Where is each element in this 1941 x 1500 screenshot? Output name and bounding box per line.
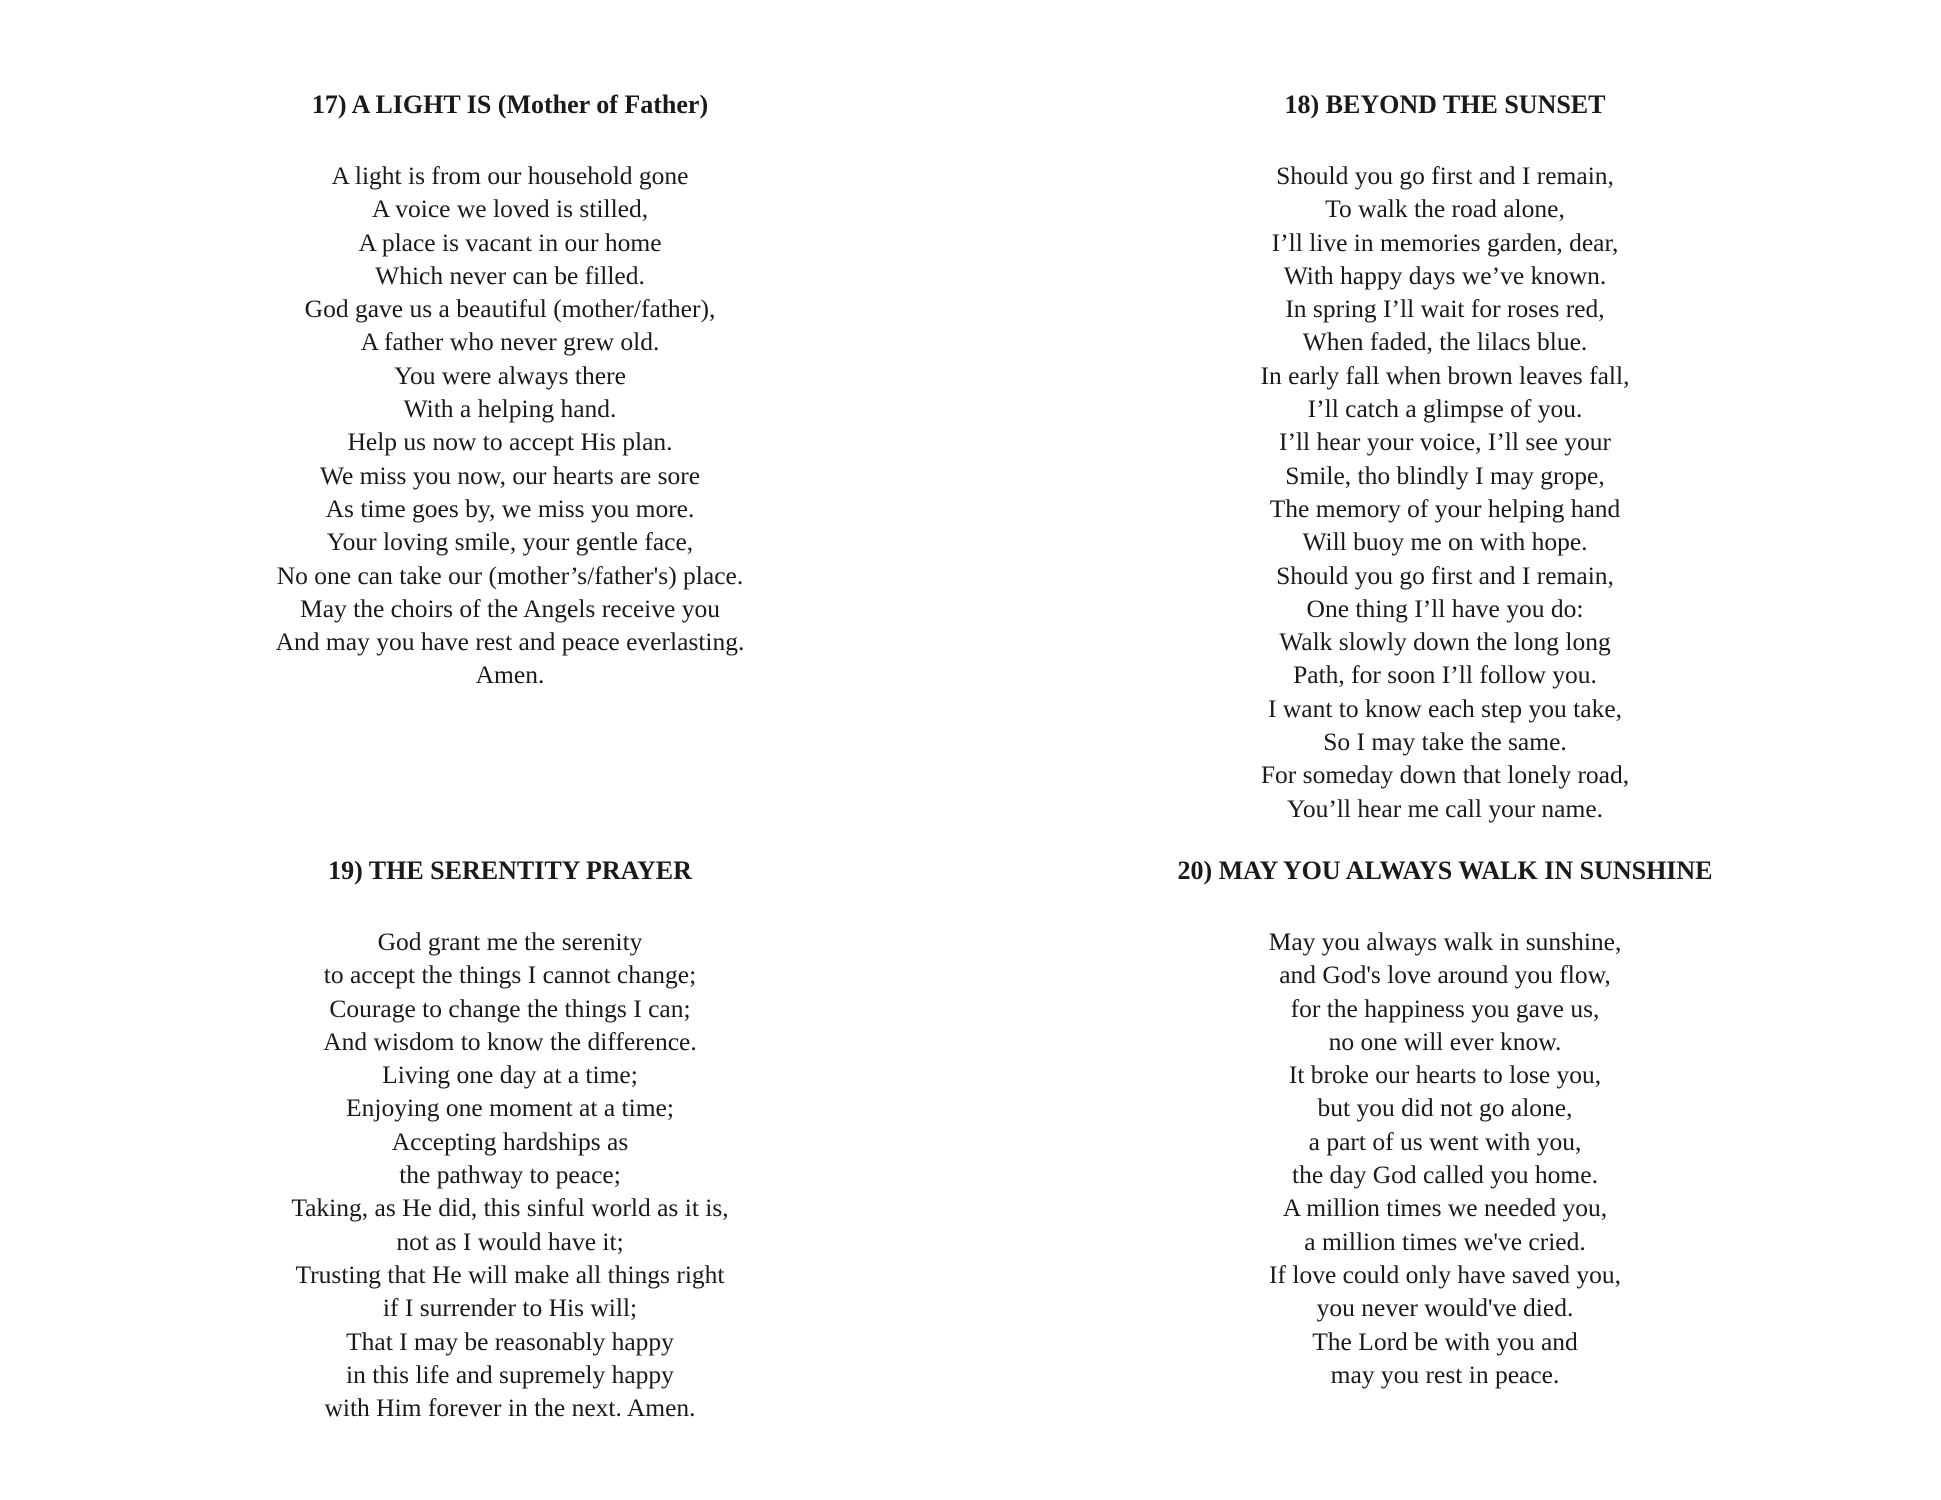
- poem-line: In early fall when brown leaves fall,: [1260, 360, 1630, 390]
- poem-line: for the happiness you gave us,: [1290, 993, 1600, 1023]
- poem-line: You’ll hear me call your name.: [1286, 793, 1604, 823]
- poem-line: Courage to change the things I can;: [329, 993, 691, 1023]
- poem-line: As time goes by, we miss you more.: [325, 493, 695, 523]
- poem-line: With a helping hand.: [403, 394, 617, 424]
- poem-20: [1100, 858, 1790, 1391]
- poem-line: Should you go first and I remain,: [1276, 161, 1614, 190]
- poem-line: God grant me the serenity: [377, 927, 643, 956]
- poem-line: the pathway to peace;: [399, 1160, 621, 1190]
- poem-line: Smile, tho blindly I may grope,: [1285, 460, 1605, 490]
- poem-line: A million times we needed you,: [1282, 1193, 1608, 1223]
- poem-line: And wisdom to know the difference.: [323, 1026, 697, 1056]
- poem-line: God gave us a beautiful (mother/father),: [304, 294, 716, 324]
- poem-line: You were always there: [394, 360, 626, 390]
- poem-line: A place is vacant in our home: [358, 227, 662, 257]
- poem-line: That I may be reasonably happy: [346, 1326, 674, 1356]
- poem-line: Will buoy me on with hope.: [1302, 527, 1588, 557]
- poem-line: Living one day at a time;: [382, 1060, 638, 1090]
- poem-lines: [1175, 159, 1715, 825]
- poem-line: The Lord be with you and: [1312, 1326, 1578, 1356]
- poem-line: I’ll live in memories garden, dear,: [1271, 227, 1619, 257]
- poem-title: 20) MAY YOU ALWAYS WALK IN SUNSHINE: [1177, 856, 1713, 885]
- poem-line: Path, for soon I’ll follow you.: [1293, 660, 1597, 690]
- poem-line: A light is from our household gone: [331, 161, 689, 190]
- poem-line: I want to know each step you take,: [1267, 693, 1623, 723]
- poem-line: When faded, the lilacs blue.: [1302, 327, 1588, 357]
- poem-line: Walk slowly down the long long: [1279, 627, 1611, 657]
- poem-line: Should you go first and I remain,: [1276, 560, 1614, 590]
- poem-line: Accepting hardships as: [391, 1126, 629, 1156]
- poem-line: Enjoying one moment at a time;: [346, 1093, 674, 1123]
- poem-line: To walk the road alone,: [1325, 194, 1565, 224]
- poem-line: It broke our hearts to lose you,: [1288, 1060, 1602, 1090]
- poem-line: And may you have rest and peace everlasting.: [275, 627, 745, 657]
- poem-line: you never would've died.: [1316, 1293, 1574, 1323]
- poem-line: We miss you now, our hearts are sore: [319, 460, 701, 490]
- poem-line: I’ll catch a glimpse of you.: [1307, 394, 1583, 424]
- poem-line: If love could only have saved you,: [1269, 1259, 1621, 1289]
- poem-line: In spring I’ll wait for roses red,: [1285, 294, 1605, 324]
- poem-line: Amen.: [475, 660, 545, 690]
- poem-title: 19) THE SERENTITY PRAYER: [328, 856, 692, 885]
- poem-line: For someday down that lonely road,: [1260, 760, 1630, 790]
- poem-line: a million times we've cried.: [1304, 1226, 1586, 1256]
- poem-line: may you rest in peace.: [1330, 1359, 1560, 1389]
- poem-line: A father who never grew old.: [360, 327, 660, 357]
- poem-line: A voice we loved is stilled,: [371, 194, 649, 224]
- poem-line: May you always walk in sunshine,: [1268, 927, 1622, 956]
- poem-line: The memory of your helping hand: [1269, 493, 1621, 523]
- poem-line: but you did not go alone,: [1317, 1093, 1573, 1123]
- poem-title: 18) BEYOND THE SUNSET: [1284, 90, 1606, 119]
- poem-line: in this life and supremely happy: [346, 1359, 674, 1389]
- poem-line: Trusting that He will make all things right: [295, 1259, 725, 1289]
- poem-18: [1175, 92, 1715, 825]
- poem-line: a part of us went with you,: [1308, 1126, 1582, 1156]
- poem-19: [240, 858, 780, 1424]
- poem-title: 17) A LIGHT IS (Mother of Father): [311, 90, 709, 119]
- poem-line: no one will ever know.: [1328, 1026, 1562, 1056]
- poem-lines: [1100, 925, 1790, 1391]
- poem-line: if I surrender to His will;: [382, 1293, 638, 1323]
- poem-line: I’ll hear your voice, I’ll see your: [1278, 427, 1612, 457]
- poem-line: with Him forever in the next. Amen.: [324, 1393, 696, 1423]
- poem-lines: [240, 925, 780, 1424]
- poem-line: Your loving smile, your gentle face,: [326, 527, 694, 557]
- poem-line: Which never can be filled.: [375, 260, 645, 290]
- poem-line: to accept the things I cannot change;: [323, 960, 697, 990]
- poem-line: Help us now to accept His plan.: [347, 427, 673, 457]
- poem-lines: [240, 159, 780, 692]
- poem-line: Taking, as He did, this sinful world as it is,: [291, 1193, 729, 1223]
- poem-line: and God's love around you flow,: [1279, 960, 1611, 990]
- poem-line: May the choirs of the Angels receive you: [300, 593, 720, 623]
- poem-line: No one can take our (mother’s/father's) place.: [276, 560, 744, 590]
- poem-line: the day God called you home.: [1292, 1160, 1598, 1190]
- poem-line: So I may take the same.: [1323, 727, 1567, 757]
- poem-line: not as I would have it;: [396, 1226, 624, 1256]
- poem-line: One thing I’ll have you do:: [1306, 593, 1584, 623]
- poem-line: With happy days we’ve known.: [1283, 260, 1607, 290]
- poem-17: [240, 92, 780, 692]
